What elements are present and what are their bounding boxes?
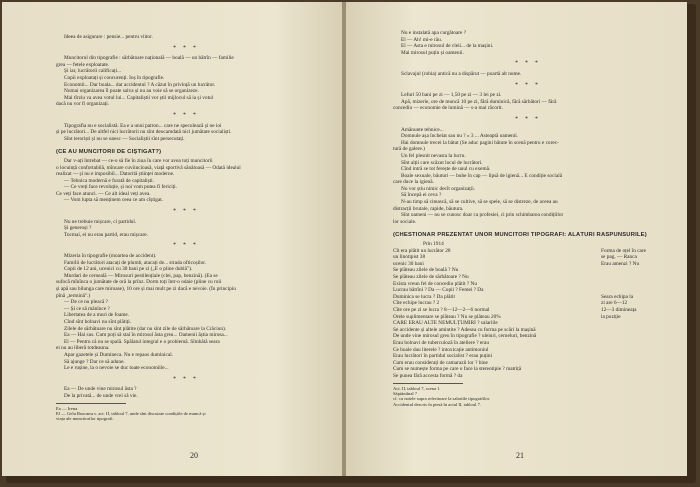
answer: Nu	[469, 280, 477, 287]
text-line: Murdari de cerneală — Mirosuri pestilențiale (clei, pap, benzină). (Ea se	[64, 272, 218, 279]
footnote: Ea — Irena.	[56, 405, 79, 411]
text-line: Mai tîrziu va avea votul lui... Capitaliștii vor știi mijlocul să ia și votul	[64, 94, 214, 101]
question: Lucrau bătrîni ?	[393, 287, 427, 294]
text-line: tură de galere.)	[393, 146, 425, 153]
questionnaire-row	[393, 267, 663, 274]
question: Cîte echipe lucrau ?	[393, 300, 436, 307]
answer: 8—12—2—6 normal	[442, 306, 490, 313]
text-line: — Ce vreți face revoluție, și noi vom putea fi fericiți.	[64, 184, 177, 191]
question: Erau lucrători în partidul socialist ?	[393, 353, 468, 360]
text-line: Mai mirosul puțin și oamenii.	[401, 49, 464, 56]
side-note: Erau amenzi ? Nu	[601, 260, 640, 267]
footnote-rule	[393, 383, 463, 384]
text-line: Apă, mizerie, ore de muncă 10 pe zi, fără duminică, fără sărbători — fără	[401, 98, 557, 105]
left-page	[2, 2, 342, 476]
answer: intoxicație antimoniul	[440, 346, 489, 353]
question: Exista vreun fel de concediu plătit ?	[393, 280, 470, 287]
footnote: El — Gelu Ruscanu v. act. II, tabloul 7, unde sînt discutate condițiile de muncă și	[56, 410, 206, 416]
text-line: Sînt teroriști și nu se unesc — Socialiștii sînt persecutați.	[64, 135, 185, 142]
side-note: 12—3 dimineața	[601, 306, 637, 313]
answer: salariile	[479, 320, 498, 327]
text-line: Hai domnule trecei la bătut (Se aduc pagini bătute în scenă pentru e corec-	[401, 139, 559, 146]
text-line: și pe lucrători... De altfel nici lucrătorii nu sînt deocamdată nici jumătate socialiști.	[56, 129, 232, 136]
text-line: Tocmai, ei nu erau partid, erau mișcare.	[64, 231, 148, 238]
text-line: concediu — economie de lumină — s-a mai răcorit.	[393, 105, 503, 112]
answer: 30 bani	[406, 260, 424, 267]
questionnaire-row	[393, 287, 663, 294]
answer: 2	[435, 300, 440, 307]
footnote: Săptămînal ?	[393, 390, 417, 396]
text-line: realizat — și nu e imposibil... Datorită științei moderne.	[56, 171, 175, 178]
section-divider: * * *	[515, 81, 541, 88]
questionnaire-row	[393, 281, 663, 288]
footnote: viața ale muncitorilor tipografi.	[56, 416, 114, 422]
text-line: Și iar, lucrătorii calificați...	[64, 68, 122, 75]
page-number-left: 20	[190, 451, 198, 460]
text-line: ei nu au liberă totdeauna.	[56, 345, 110, 352]
text-line: Familii de lucrători atacați de plumb, atacați de... strada ofticoșilor.	[64, 259, 207, 266]
text-line: dacă nu vor fi organizați.	[56, 101, 109, 108]
question: Erau bolnavi de tuberculoză în ateliere ?	[393, 339, 479, 346]
answer: Da plătit	[435, 293, 455, 300]
questionnaire-row	[393, 366, 663, 373]
text-line: sufocă mînînca o jumătate de oră la prînz. Dorm toți într-o odaie (pline cu roii	[56, 279, 222, 286]
question: CARE ERAU ALTE NEMULȚUMIRI ?	[393, 320, 480, 327]
text-line: Ce veți face atunci. — Ce alt ideal veți avea.	[56, 190, 151, 197]
question: un linotipist	[393, 254, 419, 261]
questionnaire-row	[393, 241, 663, 248]
text-line: Sînt alții care scăzut locul de lucrători.	[401, 159, 483, 166]
text-line: Boale sexuale, băuturi — bube în cap — lipsă de igienă... E condiție socială	[401, 172, 563, 179]
question: De unde vine mirosul greu în tipografie ?	[393, 333, 481, 340]
footnote: cf. cu notele supra referitoare la salariile tipografilor.	[393, 396, 491, 402]
text-line: grea — fetele exploatate.	[56, 61, 110, 68]
question: Cum erau considerați de camarazii lor ?	[393, 359, 478, 366]
text-line: Un fel plesnit nevasta la lucru.	[401, 152, 466, 159]
text-line: pînă „termină".)	[56, 292, 91, 299]
text-line: El — Asta e mirosul de cleii... de la mașini.	[401, 43, 494, 50]
text-line: Cînd intră se tot ferește de unul cu exemă.	[401, 166, 491, 173]
questionnaire	[393, 241, 663, 379]
left-page-text	[56, 34, 316, 422]
text-line: Cînd sînt bolnavi nu sînt plătiți.	[64, 318, 132, 325]
text-line: — Tehnica modernă e furată de capitaliști.	[64, 177, 154, 184]
text-line: Amănunte tehnice...	[401, 126, 444, 133]
answer: uleiuri, cerneluri, benzină	[480, 333, 537, 340]
answer: Nu	[460, 274, 469, 280]
footnote-rule	[56, 403, 126, 404]
answer: matriță	[504, 366, 522, 373]
question: Se punea fără accesta formă ?	[393, 372, 457, 379]
answer: da	[456, 372, 463, 379]
text-line: Sclavajul (robia) antică nu a dispărut — poartă alt nume.	[401, 70, 522, 77]
section-divider: * * *	[173, 375, 199, 382]
question: Ce boale dau literele ?	[393, 346, 441, 353]
text-line: Dar v-ați întrebat — ce-o să fie în ziua în care vor avea toți muncitorii	[64, 157, 213, 164]
text-line: El — Ah! mi-e rău.	[401, 36, 443, 43]
question: Duminica se lucra ?	[393, 293, 436, 300]
text-line: Copii exploatați și concurenți. Ioș în tipografie.	[64, 74, 165, 81]
section-divider: * * *	[173, 242, 199, 249]
text-line: Le e rușine, la o nevoie se duc toate economiile...	[64, 365, 169, 372]
answer: erau puțini	[467, 353, 492, 360]
question: ucenic	[393, 260, 407, 267]
section-divider: * * *	[173, 44, 199, 51]
questionnaire-row	[393, 320, 663, 327]
text-line: — Și ce să mănînce ?	[64, 305, 110, 312]
text-line: distracții brutale, rapide, băutura.	[393, 205, 464, 212]
answer: Nu se plăteau 20%	[459, 313, 501, 320]
section-divider: * * *	[515, 60, 541, 67]
side-note: se pag. — Ranca	[601, 254, 637, 261]
text-line: Să începă ei ceva ?	[401, 192, 442, 199]
questionnaire-row	[393, 274, 663, 281]
footnote: Accidentul descris în piesă în actul II, tabloul 7.	[393, 401, 482, 407]
text-line: Mizeria în tipografie (moartea de accident).	[64, 253, 157, 260]
text-line: care duce la igienă.	[393, 179, 434, 186]
answer: 28	[443, 247, 451, 254]
question: Se accidente și altele amintite ?	[393, 326, 460, 333]
text-line: Să ajunge ? Dar ce să adune.	[64, 358, 125, 365]
section-divider: * * *	[515, 115, 541, 122]
text-line: Economii... Dar boala... dar accidentul ? A căzut în privință un lucrător.	[64, 81, 216, 88]
answer: Nu	[450, 267, 459, 274]
side-note: la poziție	[601, 313, 621, 320]
answer: Adesea cu forma pe scări la mașină	[459, 326, 536, 333]
questionnaire-row	[393, 373, 663, 380]
answer: Da — Copii ? Femei ? Da	[426, 287, 484, 294]
question: Prin 1914	[423, 241, 444, 248]
right-page	[346, 2, 687, 476]
side-note: Seara echipa la	[601, 293, 634, 300]
answer: 38	[418, 254, 426, 261]
questionnaire-row	[393, 307, 663, 314]
right-page-text	[393, 30, 663, 407]
page-number-right: 21	[516, 451, 524, 460]
text-line: Ideea de asigurare : pensie... pentru viitor.	[64, 34, 153, 40]
question: Se plăteau zilele de sărbătoare ?	[393, 274, 461, 280]
question: Orele suplimentare se plăteau ?	[393, 313, 460, 320]
text-line: Și generoși ?	[64, 225, 92, 232]
text-line: Libertatea de a muri de foame.	[64, 312, 130, 319]
section-divider: * * *	[173, 111, 199, 118]
questionnaire-row	[393, 360, 663, 367]
question: Cum se numește forma pe care o face la stereotipie ?	[393, 366, 505, 373]
text-line: Ea — De unde vine mirosul ăsta ?	[64, 386, 137, 393]
text-line: și apă sau bilunga care miroase), 10 ore și mai mult pe zi dacă e nevoie. (În principiu	[56, 286, 236, 292]
questionnaire-row	[393, 294, 663, 301]
side-note: zi are 6—12	[601, 300, 628, 307]
footnote: Act. II, tabloul 7, scena 1.	[393, 385, 441, 391]
questionnaire-row	[393, 327, 663, 334]
section-heading: (CHESTIONAR PREZENTAT UNOR MUNCITORI TIPOGRAFI: ALĂTURI RĂSPUNSURILE)	[393, 232, 647, 239]
questionnaire-row	[393, 300, 663, 307]
questionnaire-row	[393, 314, 663, 321]
questionnaire-row	[393, 347, 663, 354]
questionnaire-row	[393, 340, 663, 347]
text-line: Tipografia nu e socialistă. Ea e a unui patron... care ne speculează și ne ioi	[64, 122, 222, 129]
text-line: Nu e instalată apa curgătoare ?	[401, 30, 467, 36]
text-line: Lefuri 50 bani pe zi — 1,50 pe zi — 3 lei pe zi.	[401, 92, 502, 99]
answer: bine	[477, 359, 488, 366]
question: Cîte ore pe zi se lucra ?	[393, 306, 443, 313]
text-line: El — Pentru că nu se spală. Spălatul integral e o problemă. Sîmbătă seara	[64, 338, 220, 345]
text-line: o locuință confortabilă, mîncare cuviincioasă, viață sportivă sănătoasă — Odată idealul	[56, 164, 241, 171]
questionnaire-row	[393, 353, 663, 360]
text-line: De la privată... de unde vrei să vie.	[64, 392, 138, 399]
answer: erau	[478, 339, 490, 346]
text-line: Apar gazetele și Dumineca. Nu e repaos duminical.	[64, 351, 173, 358]
section-divider: * * *	[173, 208, 199, 215]
text-line: Sînt oameni — nu se cunosc doar ca profesiei, ci prin schimbarea condițiilor	[401, 212, 564, 219]
text-line: Nu ne trebuie mișcare, ci partidul.	[64, 218, 137, 225]
question: Cît era plătit un lucrător	[393, 247, 444, 254]
question: Se plăteau zilele de boală ?	[393, 267, 451, 274]
questionnaire-row	[393, 248, 663, 255]
text-line: Muncitorul din tipografie : sărbătoare națională — boală — un bătrîn — familie	[64, 55, 234, 62]
questionnaire-row	[393, 333, 663, 340]
side-note: Forma de oțel în care	[601, 247, 647, 254]
text-line: Domnule așa încheiat sau nu ? « 3 ... Asteaptă oamenii.	[401, 133, 519, 140]
text-line: Ea — Hai sus. Cum poți să stai în mirosul ăsta greu... Oamenii ăștia mirosa...	[64, 332, 228, 339]
text-line: lor sociale.	[393, 218, 417, 225]
section-heading: (CE AU MUNCITORII DE CÎȘTIGAT?)	[56, 149, 162, 156]
text-line: Nu vor știu nimic decît organizații.	[401, 185, 476, 192]
text-line: Numai organizarea îl poate salva și nu au voie să se organizeze.	[64, 88, 199, 95]
questionnaire-row	[393, 261, 663, 268]
text-line: Copii de 12 ani, ucenici cu 30 bani pe zi („E o pline dublă").	[64, 266, 193, 273]
text-line: — Vom lupta să menținem ceea ce am cîștigat.	[64, 197, 164, 204]
questionnaire-row	[393, 254, 663, 261]
text-line: Zilele de sărbătoare nu sînt plătite (dar nu sînt zile de sărbătoare la Crăciun).	[64, 325, 227, 332]
text-line: N-au timp să citească, să se cultive, să se spele, să se distreze, de aceea au	[401, 199, 558, 206]
text-line: — De ce nu pleacă ?	[64, 299, 108, 306]
